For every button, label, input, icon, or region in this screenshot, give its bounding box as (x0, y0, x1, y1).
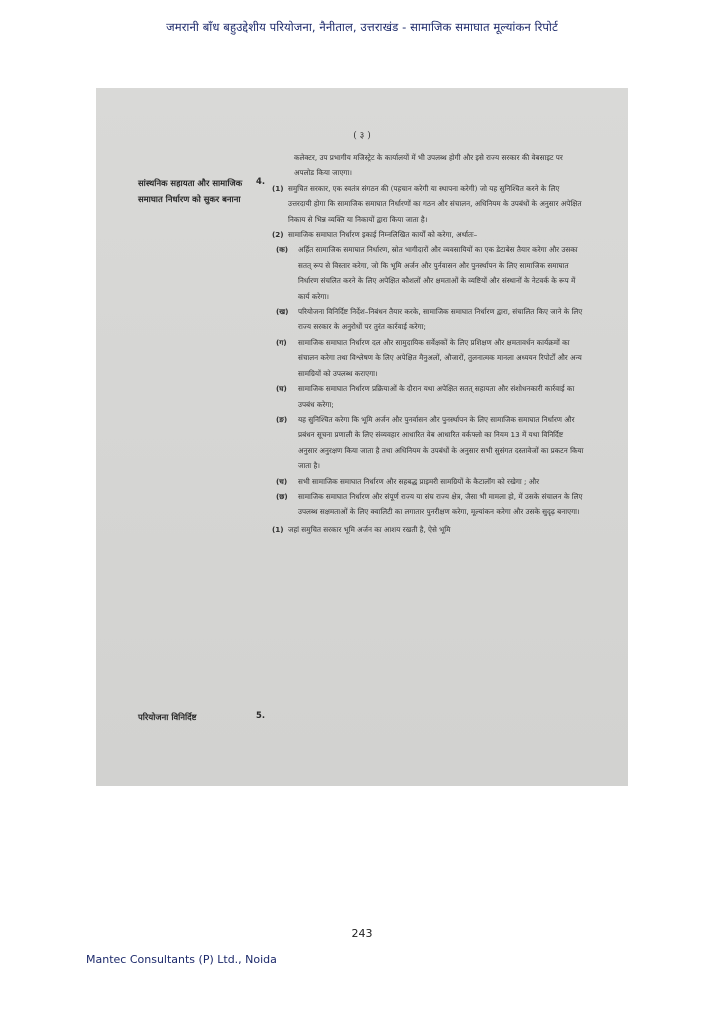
sub-item (276, 381, 584, 412)
sub-item-text: परियोजना विनिर्दिष्ट निर्देश–निबंधन तैयार करके, सामाजिक समाघात निर्धारण द्वारा, संचालित किए जाने के लिए राज्य सरकार के अनुरोधों पर तुरंत कार्रवाई करेगा; (298, 307, 583, 332)
sub-item-text: सामाजिक समाघात निर्धारण प्रक्रियाओं के दौरान यथा अपेक्षित सतत् सहायता और संशोधनकारी कार्रवाई का उपबंध करेगा; (298, 384, 575, 409)
clause-1-marker: (1) (272, 183, 284, 193)
sub-item-marker: (ङ) (276, 414, 288, 424)
document-header: जमरानी बाँध बहुउद्देशीय परियोजना, नैनीताल, उत्तराखंड - सामाजिक समाघात मूल्यांकन रिपोर्ट (166, 20, 558, 34)
sub-item (276, 474, 584, 489)
sub-item-text: सामाजिक समाघात निर्धारण दल और सामुदायिक सर्वेक्षकों के लिए प्रशिक्षण और क्षमतावर्धन कार्यक्रमों का संचालन करेगा तथा विश्लेषण के लिए अपेक्षित मैनुअलों, औजारों, तुलनात्मक मानला अध्ययन रिपोर्टों और अन्य सामग्रियों को उपलब्ध कराएगा। (298, 337, 582, 378)
sub-item (276, 242, 584, 304)
section-5-number: 5. (256, 710, 266, 720)
sub-item (276, 412, 584, 474)
clause-5-1-marker: (1) (272, 524, 284, 534)
clause-2-text: सामाजिक समाघात निर्धारण इकाई निम्नलिखित कार्यों को करेगा, अर्थातः– (288, 230, 478, 240)
sub-item-marker: (ग) (276, 337, 287, 347)
intro-paragraph: कलेक्टर, उप प्रभागीय मजिस्ट्रेट के कार्यालयों में भी उपलब्ध होगी और इसे राज्य सरकार की वेबसाइट पर अपलोड किया जाएगा। (294, 153, 563, 178)
sub-item-marker: (क) (276, 245, 289, 255)
clause-2-marker: (2) (272, 230, 284, 240)
sub-item (276, 335, 584, 381)
sub-item (276, 304, 584, 335)
page-number: 243 (351, 927, 373, 940)
clause-1-text: समुचित सरकार, एक स्वतंत्र संगठन की (पहचान करेगी या स्थापना करेगी) जो यह सुनिश्चित करने के लिए उत्तरदायी होगा कि सामाजिक समाघात निर्धारणों का गठन और संचालन, अधिनियम के उपबंधों के अनुसार अपेक्षित निकाय से भिन्न व्यक्ति या निकायों द्वारा किया जाता है। (288, 183, 582, 224)
clause-2 (272, 227, 584, 242)
margin-note-section-5: परियोजना विनिर्दिष्ट (138, 712, 197, 722)
clause-5-1-text: जहां समुचित सरकार भूमि अर्जन का आशय रखती है, ऐसे भूमि (288, 524, 451, 534)
scan-body-text (272, 150, 584, 537)
margin-note-section-4: सांस्थनिक सहायता और सामाजिक समाघात निर्धारण को सुकर बनाना (138, 178, 243, 204)
sub-item (276, 489, 584, 520)
sub-item-text: यह सुनिश्चित करेगा कि भूमि अर्जन और पुनर्वासन और पुनर्स्थापन के लिए सामाजिक समाघात निर्धारण और प्रबंधन सूचना प्रणाली के लिए संव्यवहार आधारित वेब आधारित वर्कफ्लो का नियम 13 में यथा विनिर्दिष्ट अनुसार अनुरक्षण किया जाता है तथा अधिनियम के उपबंधों के अनुसार सभी सुसंगत दस्तावेजों का प्रकटन किया जाता है। (298, 414, 584, 471)
sub-item-text: सभी सामाजिक समाघात निर्धारण और सहबद्ध प्राइमरी सामग्रियों के कैटालॉग को रखेगा ; और (298, 476, 540, 486)
clause-5-1 (272, 522, 584, 537)
sub-item-marker: (ख) (276, 307, 289, 317)
sub-item-marker: (च) (276, 476, 288, 486)
sub-item-text: सामाजिक समाघात निर्धारण और संपूर्ण राज्य या संघ राज्य क्षेत्र, जैसा भी मामला हो, में उसके संचालन के लिए उपलब्ध सक्षमताओं के लिए क्वालिटी का लगातार पुनरीक्षण करेगा, मूल्यांकन करेगा और उसके सुदृढ़ बनाएगा। (298, 491, 583, 517)
section-4-number: 4. (256, 176, 266, 186)
sub-item-marker: (छ) (276, 491, 288, 501)
scanned-page-image (96, 88, 628, 786)
footer-company: Mantec Consultants (P) Ltd., Noida (86, 953, 277, 966)
sub-item-text: अर्हित सामाजिक समाघात निर्धारण, स्रोत भागीदारों और व्यवसायियों का एक डेटाबेस तैयार करेगा और उसका सतत् रूप से विस्तार करेगा, जो कि भूमि अर्जन और पुर्नवासन और पुनर्स्थापन के लिए सामाजिक समाघात निर्धारण संचलित करने के लिए अपेक्षित कौशलों और क्षमताओं के व्यष्टियों और संस्थानों के नेटवर्क के रूप में कार्य करेगा। (298, 245, 578, 301)
sub-item-marker: (घ) (276, 384, 287, 394)
scan-page-marker: ( ३ ) (353, 131, 371, 141)
clause-1 (272, 181, 584, 227)
clause-2-items (272, 242, 584, 519)
